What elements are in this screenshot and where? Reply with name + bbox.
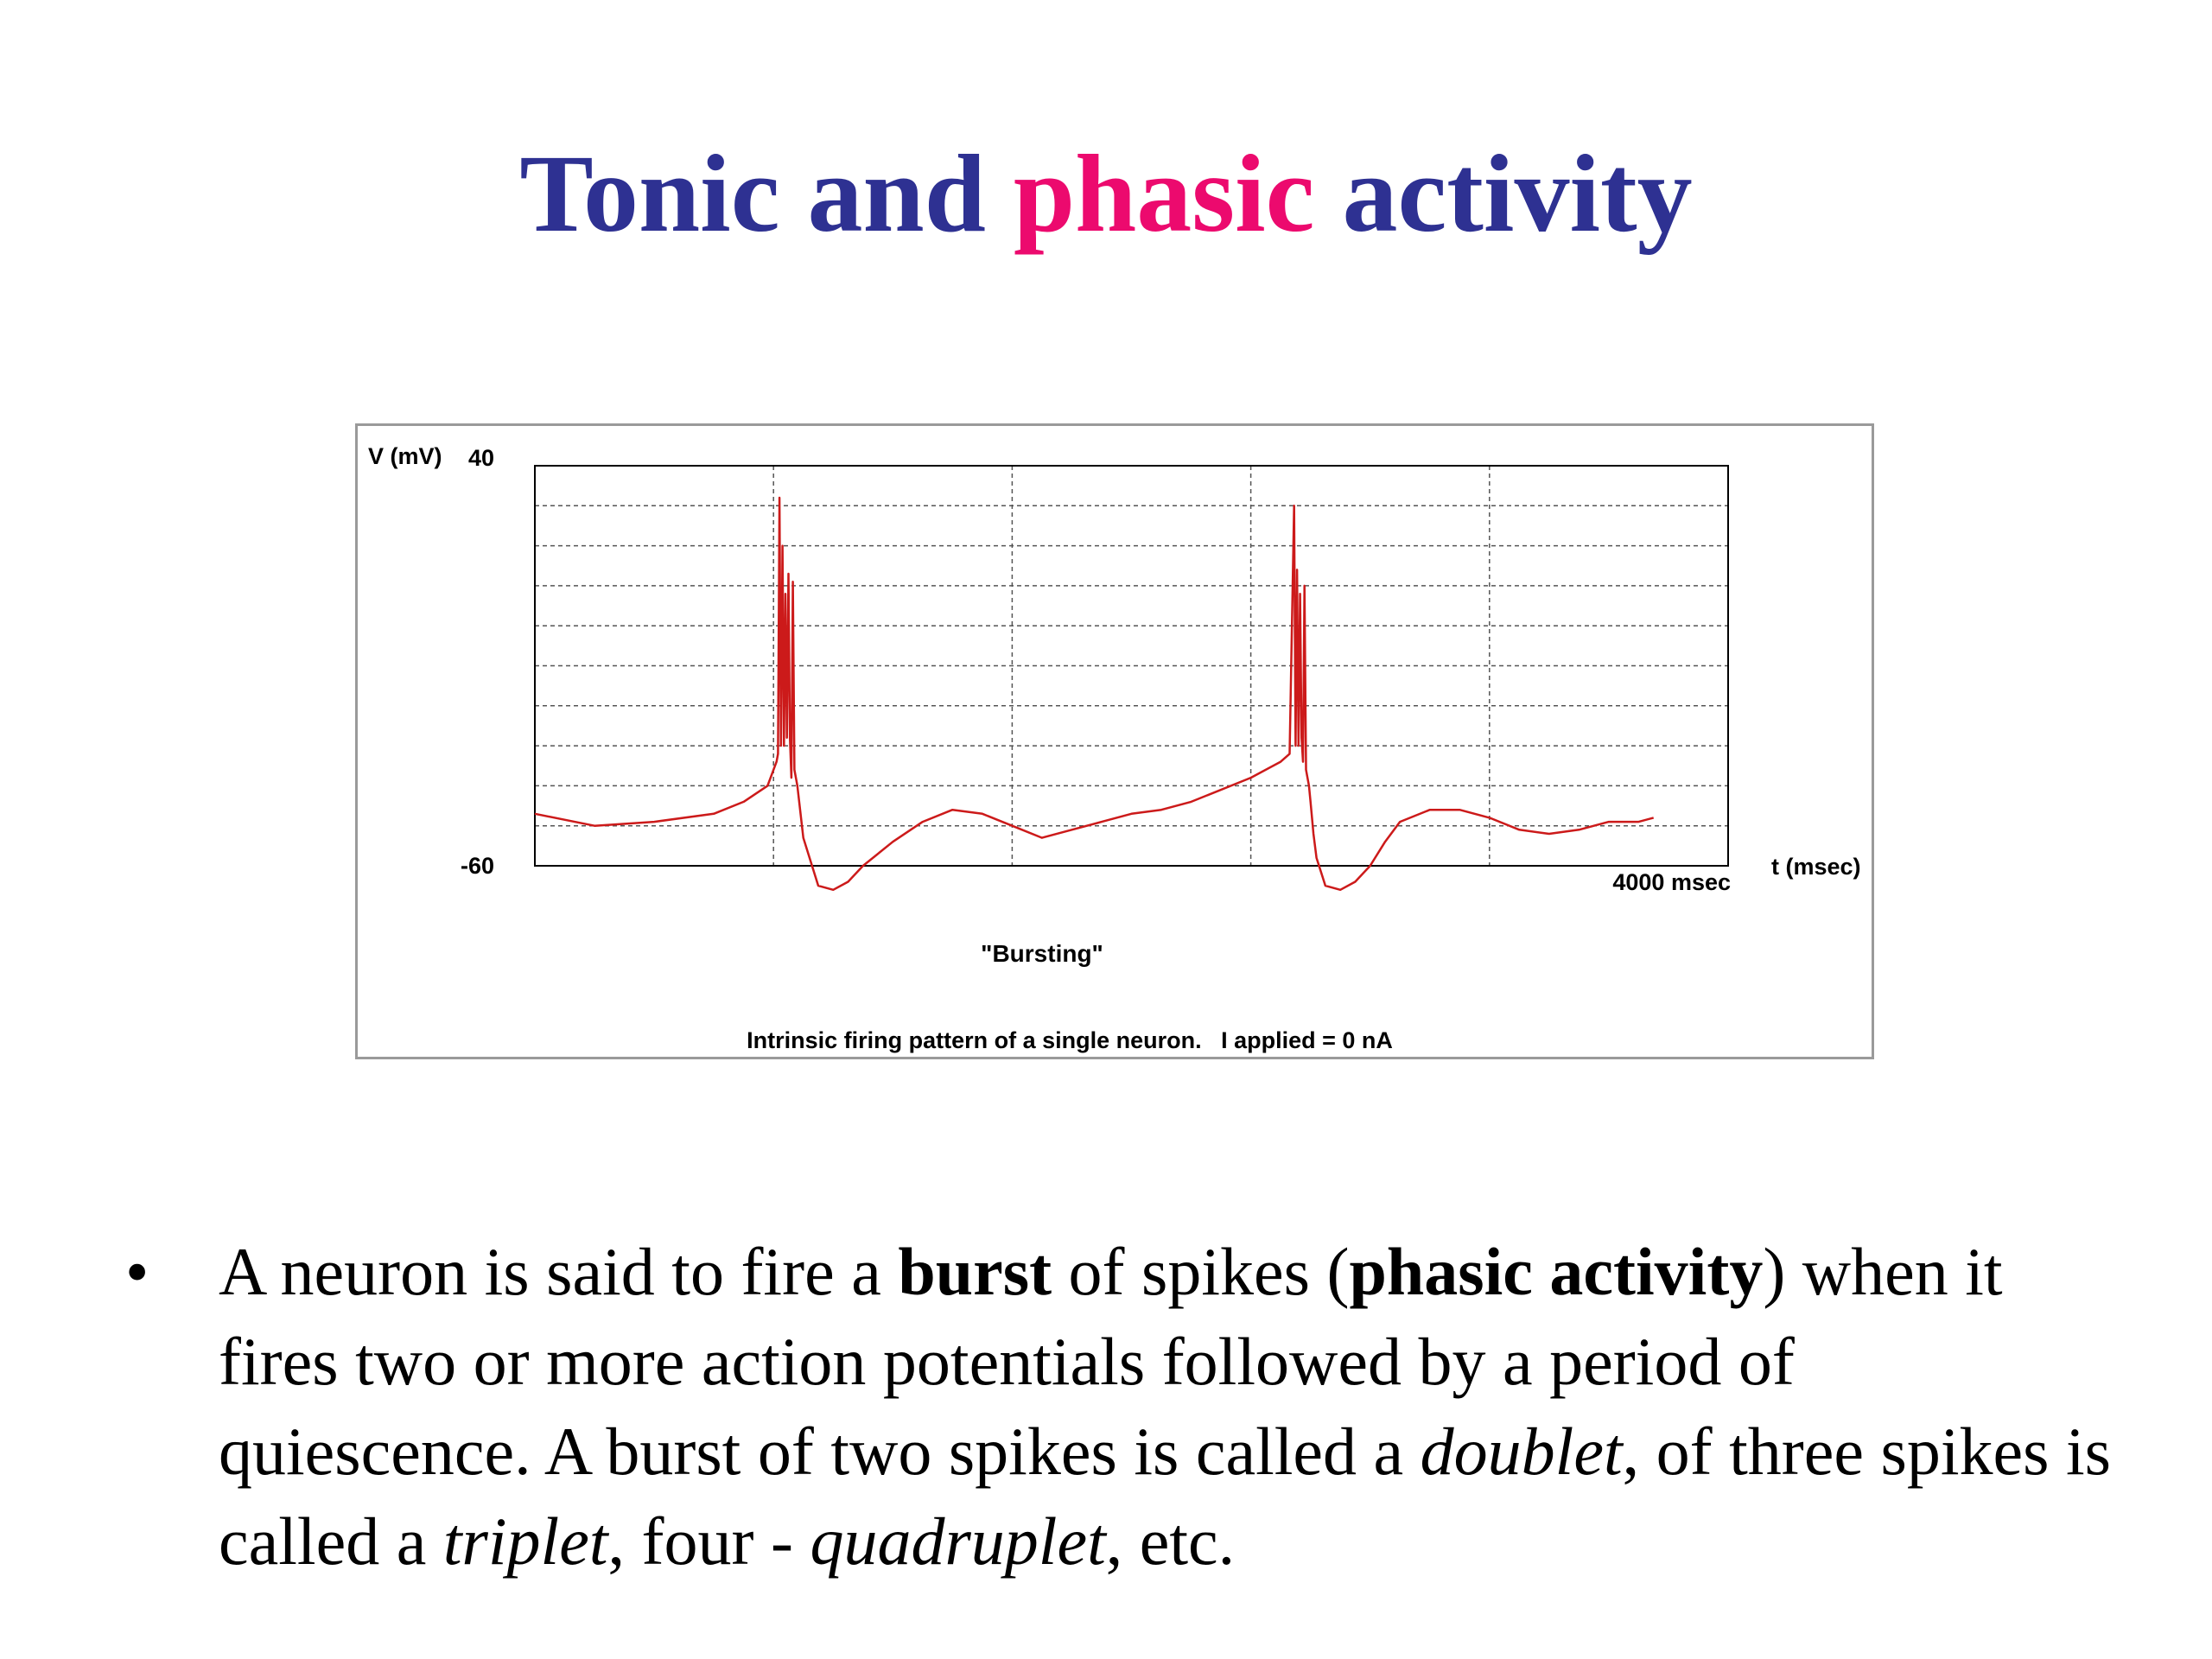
- chart-subtitle: "Bursting": [981, 940, 1103, 967]
- bullet-text-2: of spikes (: [1052, 1234, 1350, 1309]
- italic-term-triplet: triplet: [442, 1503, 608, 1579]
- bullet-text-3: ) when it fires two or more action potentials followed by a period of quiescence. A burst of two spikes is called a: [219, 1234, 2003, 1489]
- chart-caption: Intrinsic firing pattern of a single neuron. I applied = 0 nA: [747, 1027, 1393, 1053]
- italic-term-doublet: doublet: [1420, 1414, 1623, 1489]
- bullet-point: [125, 1227, 2113, 1586]
- title-part-tonic-and: Tonic and: [519, 132, 986, 255]
- voltage-trace-line: [535, 498, 1654, 890]
- slide-title: [0, 132, 2212, 255]
- bullet-symbol: •: [125, 1234, 149, 1309]
- bold-term-phasic-activity: phasic activity: [1349, 1234, 1764, 1309]
- bullet-text-1: A neuron is said to fire a: [219, 1234, 899, 1309]
- bullet-text-5: , four -: [607, 1503, 810, 1579]
- y-tick-label-top: 40: [467, 445, 494, 471]
- bullet-text-4: , of three spikes is called a: [219, 1414, 2112, 1579]
- y-tick-label-bottom: -60: [460, 853, 494, 879]
- bold-term-burst: burst: [898, 1234, 1052, 1309]
- x-axis-label: t (msec): [1771, 854, 1861, 880]
- title-part-activity: activity: [1342, 132, 1693, 255]
- y-axis-label: V (mV): [368, 443, 442, 469]
- title-part-phasic: phasic: [1013, 132, 1315, 255]
- italic-term-quadruplet: quadruplet: [810, 1503, 1106, 1579]
- bursting-figure: [355, 423, 1874, 1059]
- bullet-text-6: , etc.: [1105, 1503, 1236, 1579]
- bullet-text: [219, 1227, 2113, 1586]
- x-axis-end-label: 4000 msec: [1612, 869, 1731, 895]
- grid-lines: [535, 466, 1728, 866]
- voltage-trace-chart: [358, 426, 1872, 1057]
